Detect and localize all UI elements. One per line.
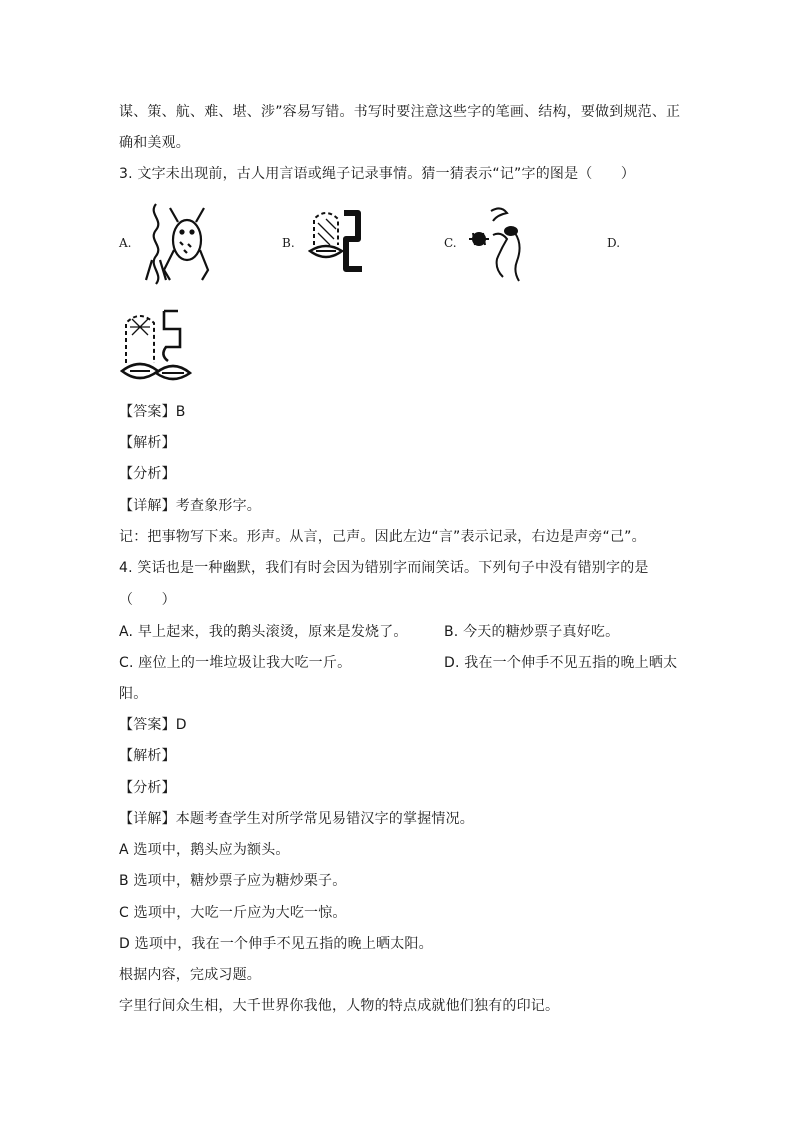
q3-option-c-label[interactable]: C. [444,236,457,250]
q4-option-d-cont: 阳。 [119,686,148,702]
q4-expl-a: A 选项中，鹅头应为额头。 [119,842,290,858]
intro-line-2: 确和美观。 [119,135,190,151]
q4-stem: 4. 笑话也是一种幽默，我们有时会因为错别字而闹笑话。下列句子中没有错别字的是 [119,560,649,576]
q3-fenxi: 【分析】 [119,466,176,482]
q3-explain: 记：把事物写下来。形声。从言，己声。因此左边“言”表示记录，右边是声旁“己”。 [119,529,646,545]
insects-pictograph-icon[interactable] [467,205,529,285]
two-mouths-pictograph-icon[interactable] [120,305,192,387]
q4-analysis: 【解析】 [119,748,176,764]
q4-option-a[interactable]: A. 早上起来，我的鹅头滚烫，原来是发烧了。 [119,624,408,640]
q4-expl-c: C 选项中，大吃一斤应为大吃一惊。 [119,905,347,921]
tail-instruction: 根据内容，完成习题。 [119,967,261,983]
q3-stem: 3. 文字未出现前，古人用言语或绳子记录事情。猜一猜表示“记”字的图是（ ） [119,166,636,182]
q4-stem-paren: （ ） [119,592,176,608]
q4-expl-b: B 选项中，糖炒票子应为糖炒栗子。 [119,873,347,889]
q3-option-b-label[interactable]: B. [282,236,295,250]
q4-detail: 【详解】本题考查学生对所学常见易错汉字的掌握情况。 [119,811,474,827]
q4-option-b[interactable]: B. 今天的糖炒票子真好吃。 [444,624,620,640]
frog-pictograph-icon[interactable] [142,200,212,288]
q3-analysis: 【解析】 [119,435,176,451]
q3-answer: 【答案】B [119,404,186,420]
tail-passage: 字里行间众生相，大千世界你我他，人物的特点成就他们独有的印记。 [119,998,560,1014]
q4-answer: 【答案】D [119,717,187,733]
q3-detail: 【详解】考查象形字。 [119,498,261,514]
q3-option-d-label[interactable]: D. [607,236,621,250]
q4-expl-d: D 选项中，我在一个伸手不见五指的晚上晒太阳。 [119,936,433,952]
intro-line-1: 谋、策、航、难、堪、涉”容易写错。书写时要注意这些字的笔画、结构，要做到规范、正 [119,104,681,120]
q4-fenxi: 【分析】 [119,780,176,796]
q4-option-d[interactable]: D. 我在一个伸手不见五指的晚上晒太 [444,655,678,671]
q3-option-a-label[interactable]: A. [119,236,132,250]
mouth-and-rope-pictograph-icon[interactable] [308,205,368,285]
q4-option-c[interactable]: C. 座位上的一堆垃圾让我大吃一斤。 [119,655,352,671]
